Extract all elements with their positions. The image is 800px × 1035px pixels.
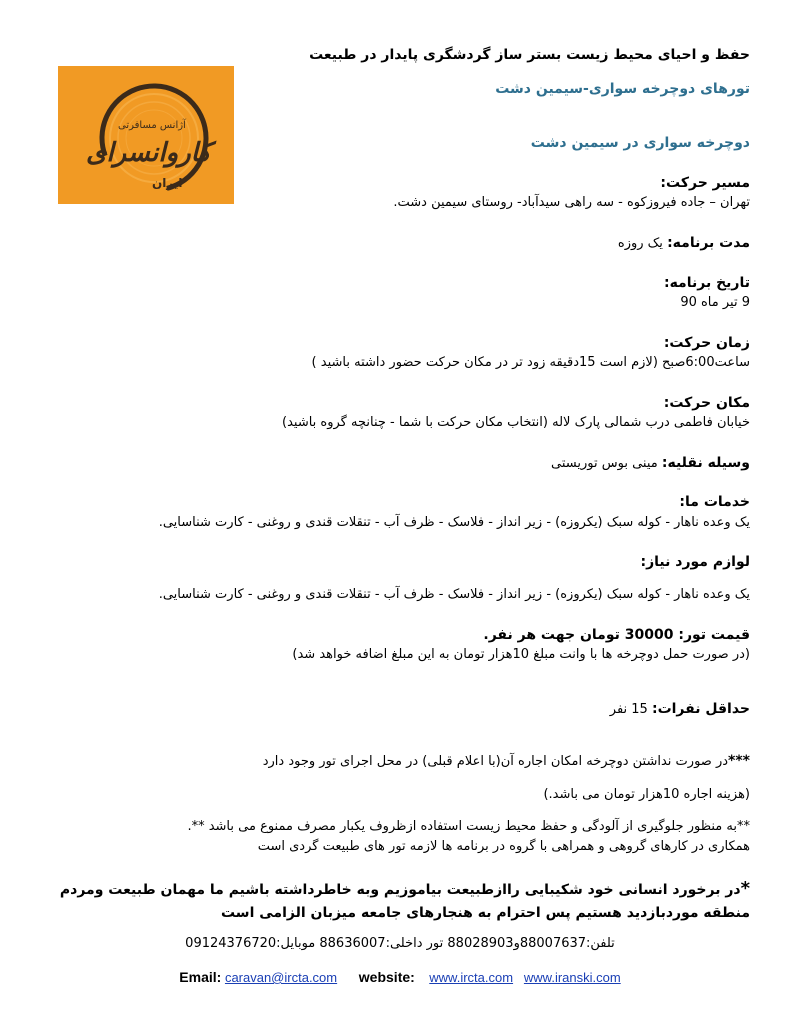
date-label: تاریخ برنامه: [663, 275, 750, 291]
vehicle-row [60, 454, 750, 473]
behavior-note-star: * [740, 878, 750, 899]
time-value: ساعت6:00صبح (لازم است 15دقیقه زود تر در مکان حرکت حضور داشته باشید ) [311, 355, 750, 370]
header-subtitle: تورهای دوچرخه سواری-سیمین دشت [495, 81, 750, 97]
behavior-note-text-1: در برخورد انسانی خود شکیبایی راازطبیعت بیاموزیم وبه خاطرداشته باشیم ما مهمان طبیعت ومردم [59, 882, 741, 898]
environment-note-prefix: ** [737, 819, 750, 834]
price-label: قیمت تور: 30000 تومان جهت هر نفر. [483, 627, 750, 643]
duration-row [60, 234, 750, 253]
price-note: (در صورت حمل دوچرخه ها با وانت مبلغ 10هزار تومان به این مبلغ اضافه خواهد شد) [292, 647, 750, 662]
rental-note-prefix: *** [728, 753, 750, 769]
rental-cost-note: (هزینه اجاره 10هزار تومان می باشد.) [543, 787, 750, 802]
equipment-value: یک وعده ناهار - کوله سبک (یکروزه) - زیر انداز - فلاسک - ظرف آب - تنقلات قندی و روغنی - کارت شناسایی. [158, 587, 750, 602]
footer-links [0, 969, 800, 985]
logo-small-text: آژانس مسافرتی [118, 120, 186, 131]
cooperation-note: همکاری در کارهای گروهی و همراهی با گروه در برنامه ها لازمه تور های طبیعت گردی است [257, 839, 750, 854]
behavior-note-line-1 [50, 880, 750, 899]
environment-note [60, 818, 750, 836]
equipment-label: لوازم مورد نیاز: [640, 554, 750, 570]
min-people-value: 15 نفر [609, 702, 652, 717]
duration-value: یک روزه [617, 236, 668, 251]
duration-label: مدت برنامه: [667, 235, 750, 251]
rental-note-text: در صورت نداشتن دوچرخه امکان اجاره آن(با اعلام قبلی) در محل اجرای تور وجود دارد [262, 754, 729, 769]
place-value: خیابان فاطمی درب شمالی پارک لاله (انتخاب مکان حرکت با شما - چنانچه گروه باشید) [282, 415, 750, 430]
route-value: تهران – جاده فیروزکوه - سه راهی سیدآباد- روستای سیمین دشت. [393, 195, 750, 210]
min-people-row [60, 700, 750, 719]
website-label: website: [358, 969, 415, 985]
logo-country-text: ایران [152, 176, 183, 190]
vehicle-value: مینی بوس توریستی [551, 456, 662, 471]
environment-note-text: به منظور جلوگیری از آلودگی و حفظ محیط زیست استفاده ازظروف یکبار مصرف ممنوع می باشد **. [187, 819, 737, 834]
website-link-ircta[interactable]: www.ircta.com [429, 970, 514, 985]
email-link[interactable]: caravan@ircta.com [224, 970, 338, 985]
phone-numbers: تلفن:88007637و88028903 تور داخلی:88636007 موبایل:09124376720 [185, 936, 615, 951]
services-value: یک وعده ناهار - کوله سبک (یکروزه) - زیر انداز - فلاسک - ظرف آب - تنقلات قندی و روغنی - کارت شناسایی. [158, 515, 750, 530]
time-label: زمان حرکت: [663, 335, 750, 351]
rental-note [60, 752, 750, 771]
logo-main-text: کاروانسرای [86, 138, 211, 168]
date-value: 9 تیر ماه 90 [680, 295, 750, 310]
website-link-iranski[interactable]: www.iranski.com [523, 970, 621, 985]
email-label: Email: [179, 969, 222, 985]
services-label: خدمات ما: [679, 494, 750, 510]
vehicle-label: وسیله نقلیه: [661, 455, 750, 471]
route-label: مسیر حرکت: [660, 175, 750, 191]
min-people-label: حداقل نفرات: [651, 701, 750, 717]
behavior-note-line-2: منطقه موردبازدید هستیم پس احترام به هنجارهای جامعه میزبان الزامی است [220, 905, 750, 921]
section-title: دوچرخه سواری در سیمین دشت [530, 135, 750, 151]
header-slogan: حفظ و احیای محیط زیست بستر ساز گردشگری پایدار در طبیعت [309, 47, 750, 63]
place-label: مکان حرکت: [663, 395, 750, 411]
